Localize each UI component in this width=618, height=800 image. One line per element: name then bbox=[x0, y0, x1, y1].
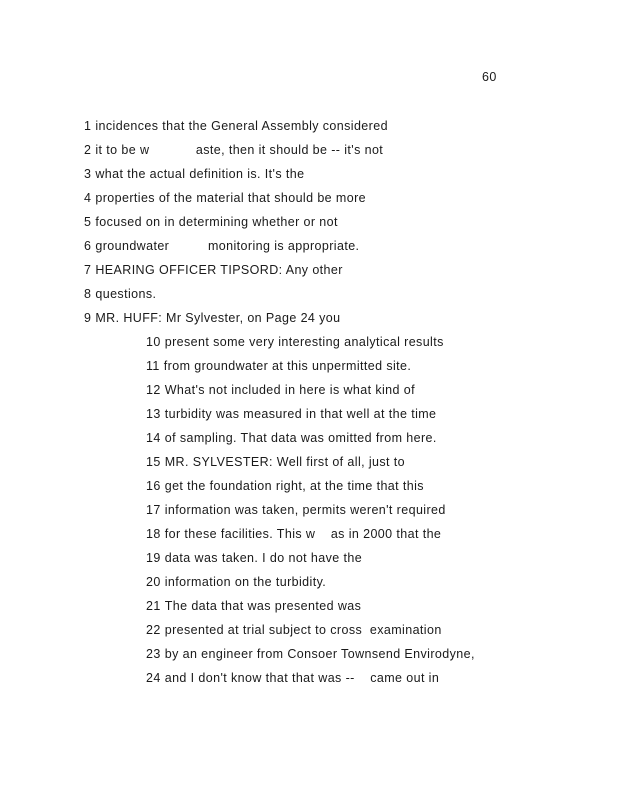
line-number: 20 bbox=[146, 575, 161, 589]
line-text: get the foundation right, at the time that this bbox=[164, 479, 424, 493]
line-number: 8 bbox=[84, 287, 92, 301]
line-number: 1 bbox=[84, 119, 92, 133]
line-number: 4 bbox=[84, 191, 92, 205]
page-number: 60 bbox=[482, 70, 497, 84]
transcript-line bbox=[146, 382, 415, 398]
line-number: 17 bbox=[146, 503, 161, 517]
line-number: 6 bbox=[84, 239, 92, 253]
line-text: presented at trial subject to cross examination bbox=[164, 623, 442, 637]
line-number: 5 bbox=[84, 215, 92, 229]
line-text: What's not included in here is what kind of bbox=[164, 383, 415, 397]
line-number: 16 bbox=[146, 479, 161, 493]
line-number: 10 bbox=[146, 335, 161, 349]
line-text: questions. bbox=[95, 287, 157, 301]
line-number: 12 bbox=[146, 383, 161, 397]
transcript-line bbox=[146, 550, 362, 566]
line-text: turbidity was measured in that well at the time bbox=[164, 407, 437, 421]
transcript-line bbox=[146, 646, 475, 662]
line-text: MR. HUFF: Mr Sylvester, on Page 24 you bbox=[95, 311, 341, 325]
line-text: HEARING OFFICER TIPSORD: Any other bbox=[95, 263, 343, 277]
line-text: it to be w aste, then it should be -- it's not bbox=[95, 143, 384, 157]
line-number: 2 bbox=[84, 143, 92, 157]
line-number: 18 bbox=[146, 527, 161, 541]
line-text: data was taken. I do not have the bbox=[164, 551, 363, 565]
line-number: 9 bbox=[84, 311, 92, 325]
line-text: and I don't know that that was -- came out in bbox=[164, 671, 440, 685]
line-text: present some very interesting analytical results bbox=[164, 335, 444, 349]
line-text: information was taken, permits weren't required bbox=[164, 503, 446, 517]
line-number: 15 bbox=[146, 455, 161, 469]
transcript-line bbox=[84, 214, 338, 230]
transcript-line bbox=[84, 190, 366, 206]
line-number: 7 bbox=[84, 263, 92, 277]
transcript-line bbox=[146, 502, 446, 518]
transcript-line bbox=[84, 238, 359, 254]
line-text: what the actual definition is. It's the bbox=[95, 167, 305, 181]
line-text: focused on in determining whether or not bbox=[95, 215, 338, 229]
line-number: 24 bbox=[146, 671, 161, 685]
transcript-line bbox=[84, 118, 388, 134]
transcript-line bbox=[84, 286, 156, 302]
transcript-line bbox=[146, 622, 442, 638]
transcript-line bbox=[146, 526, 441, 542]
transcript-line bbox=[146, 430, 437, 446]
transcript-line bbox=[146, 478, 424, 494]
line-text: properties of the material that should be more bbox=[95, 191, 366, 205]
transcript-line bbox=[84, 262, 343, 278]
line-text: The data that was presented was bbox=[164, 599, 362, 613]
line-number: 22 bbox=[146, 623, 161, 637]
line-number: 14 bbox=[146, 431, 161, 445]
line-text: incidences that the General Assembly considered bbox=[95, 119, 388, 133]
transcript-line bbox=[84, 142, 383, 158]
line-number: 3 bbox=[84, 167, 92, 181]
line-text: MR. SYLVESTER: Well first of all, just to bbox=[164, 455, 406, 469]
transcript-line bbox=[146, 598, 361, 614]
transcript-line bbox=[146, 574, 326, 590]
line-number: 19 bbox=[146, 551, 161, 565]
line-number: 11 bbox=[146, 359, 160, 373]
line-text: from groundwater at this unpermitted site. bbox=[163, 359, 412, 373]
line-text: information on the turbidity. bbox=[164, 575, 327, 589]
transcript-line bbox=[146, 334, 444, 350]
transcript-line bbox=[146, 454, 405, 470]
transcript-line bbox=[146, 358, 411, 374]
transcript-line bbox=[146, 406, 436, 422]
line-number: 21 bbox=[146, 599, 161, 613]
line-text: for these facilities. This w as in 2000 that the bbox=[164, 527, 442, 541]
transcript-line bbox=[84, 166, 304, 182]
line-text: of sampling. That data was omitted from here. bbox=[164, 431, 437, 445]
line-number: 23 bbox=[146, 647, 161, 661]
line-text: groundwater monitoring is appropriate. bbox=[95, 239, 360, 253]
line-text: by an engineer from Consoer Townsend Envirodyne, bbox=[164, 647, 475, 661]
line-number: 13 bbox=[146, 407, 161, 421]
transcript-line bbox=[84, 310, 341, 326]
transcript-line bbox=[146, 670, 439, 686]
